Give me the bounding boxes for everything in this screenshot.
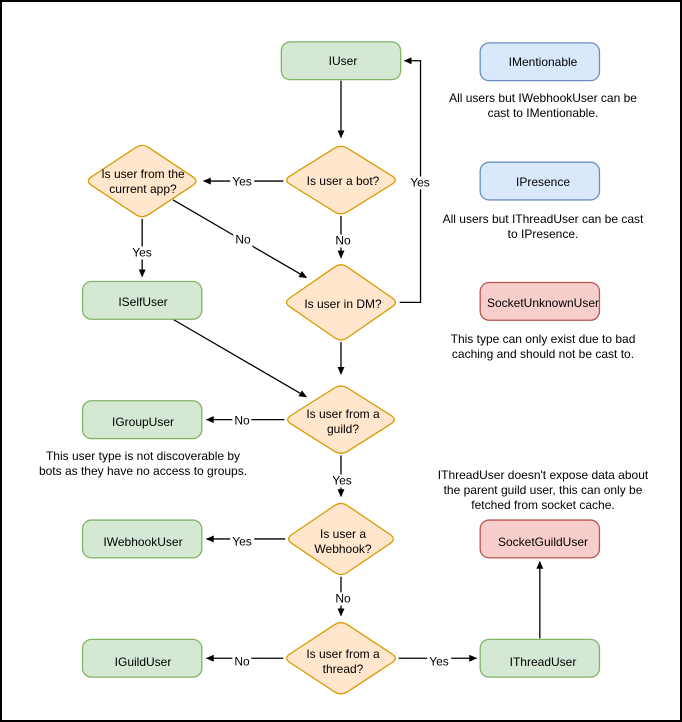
igroupuser-note: This user type is not discoverable by bots as they have no access to groups. bbox=[38, 449, 248, 478]
node-igroupuser-label: IGroupUser bbox=[111, 414, 175, 429]
node-from-guild-label: Is user from a guild? bbox=[306, 407, 380, 436]
edge-label-bot-yes: Yes bbox=[232, 174, 252, 189]
node-current-app-label: Is user from the current app? bbox=[101, 167, 185, 196]
node-from-thread-label: Is user from a thread? bbox=[306, 647, 380, 676]
node-socket-guild-user-label: SocketGuildUser bbox=[497, 534, 589, 549]
edge-iselfuser-to-from-guild bbox=[173, 319, 306, 397]
edge-label-app-yes: Yes bbox=[132, 245, 152, 260]
node-iguilduser-label: IGuildUser bbox=[114, 654, 172, 669]
edge-label-guild-no: No bbox=[234, 413, 250, 428]
node-iselfuser-label: ISelfUser bbox=[118, 294, 168, 309]
edge-label-thread-yes: Yes bbox=[429, 654, 449, 669]
socket-unknown-note: This type can only exist due to bad caching and should not be cast to. bbox=[450, 332, 636, 361]
imentionable-note: All users but IWebhookUser can be cast to IMentionable. bbox=[449, 91, 637, 120]
node-ipresence-label: IPresence bbox=[515, 174, 571, 189]
node-socket-unknown-user-label: SocketUnknownUser bbox=[486, 295, 600, 310]
node-is-webhook-label: Is user a Webhook? bbox=[314, 527, 372, 556]
ithreaduser-note: IThreadUser doesn't expose data about the parent guild user, this can only be fetched from socket cache. bbox=[437, 468, 649, 512]
node-iwebhookuser-label: IWebhookUser bbox=[103, 534, 183, 549]
edge-label-webhook-yes: Yes bbox=[232, 534, 252, 549]
ipresence-note: All users but IThreadUser can be cast to IPresence. bbox=[442, 212, 644, 241]
edge-label-webhook-no: No bbox=[335, 591, 351, 606]
edge-label-guild-yes: Yes bbox=[332, 473, 352, 488]
node-in-dm-label: Is user in DM? bbox=[304, 296, 382, 311]
edge-label-thread-no: No bbox=[234, 654, 250, 669]
node-imentionable-label: IMentionable bbox=[508, 54, 578, 69]
edge-label-app-no: No bbox=[235, 232, 251, 247]
node-ithreaduser-label: IThreadUser bbox=[509, 654, 577, 669]
edge-label-bot-no: No bbox=[335, 233, 351, 248]
edge-label-dm-yes: Yes bbox=[410, 175, 430, 190]
node-iuser-label: IUser bbox=[328, 53, 358, 68]
node-is-bot-label: Is user a bot? bbox=[306, 173, 380, 188]
